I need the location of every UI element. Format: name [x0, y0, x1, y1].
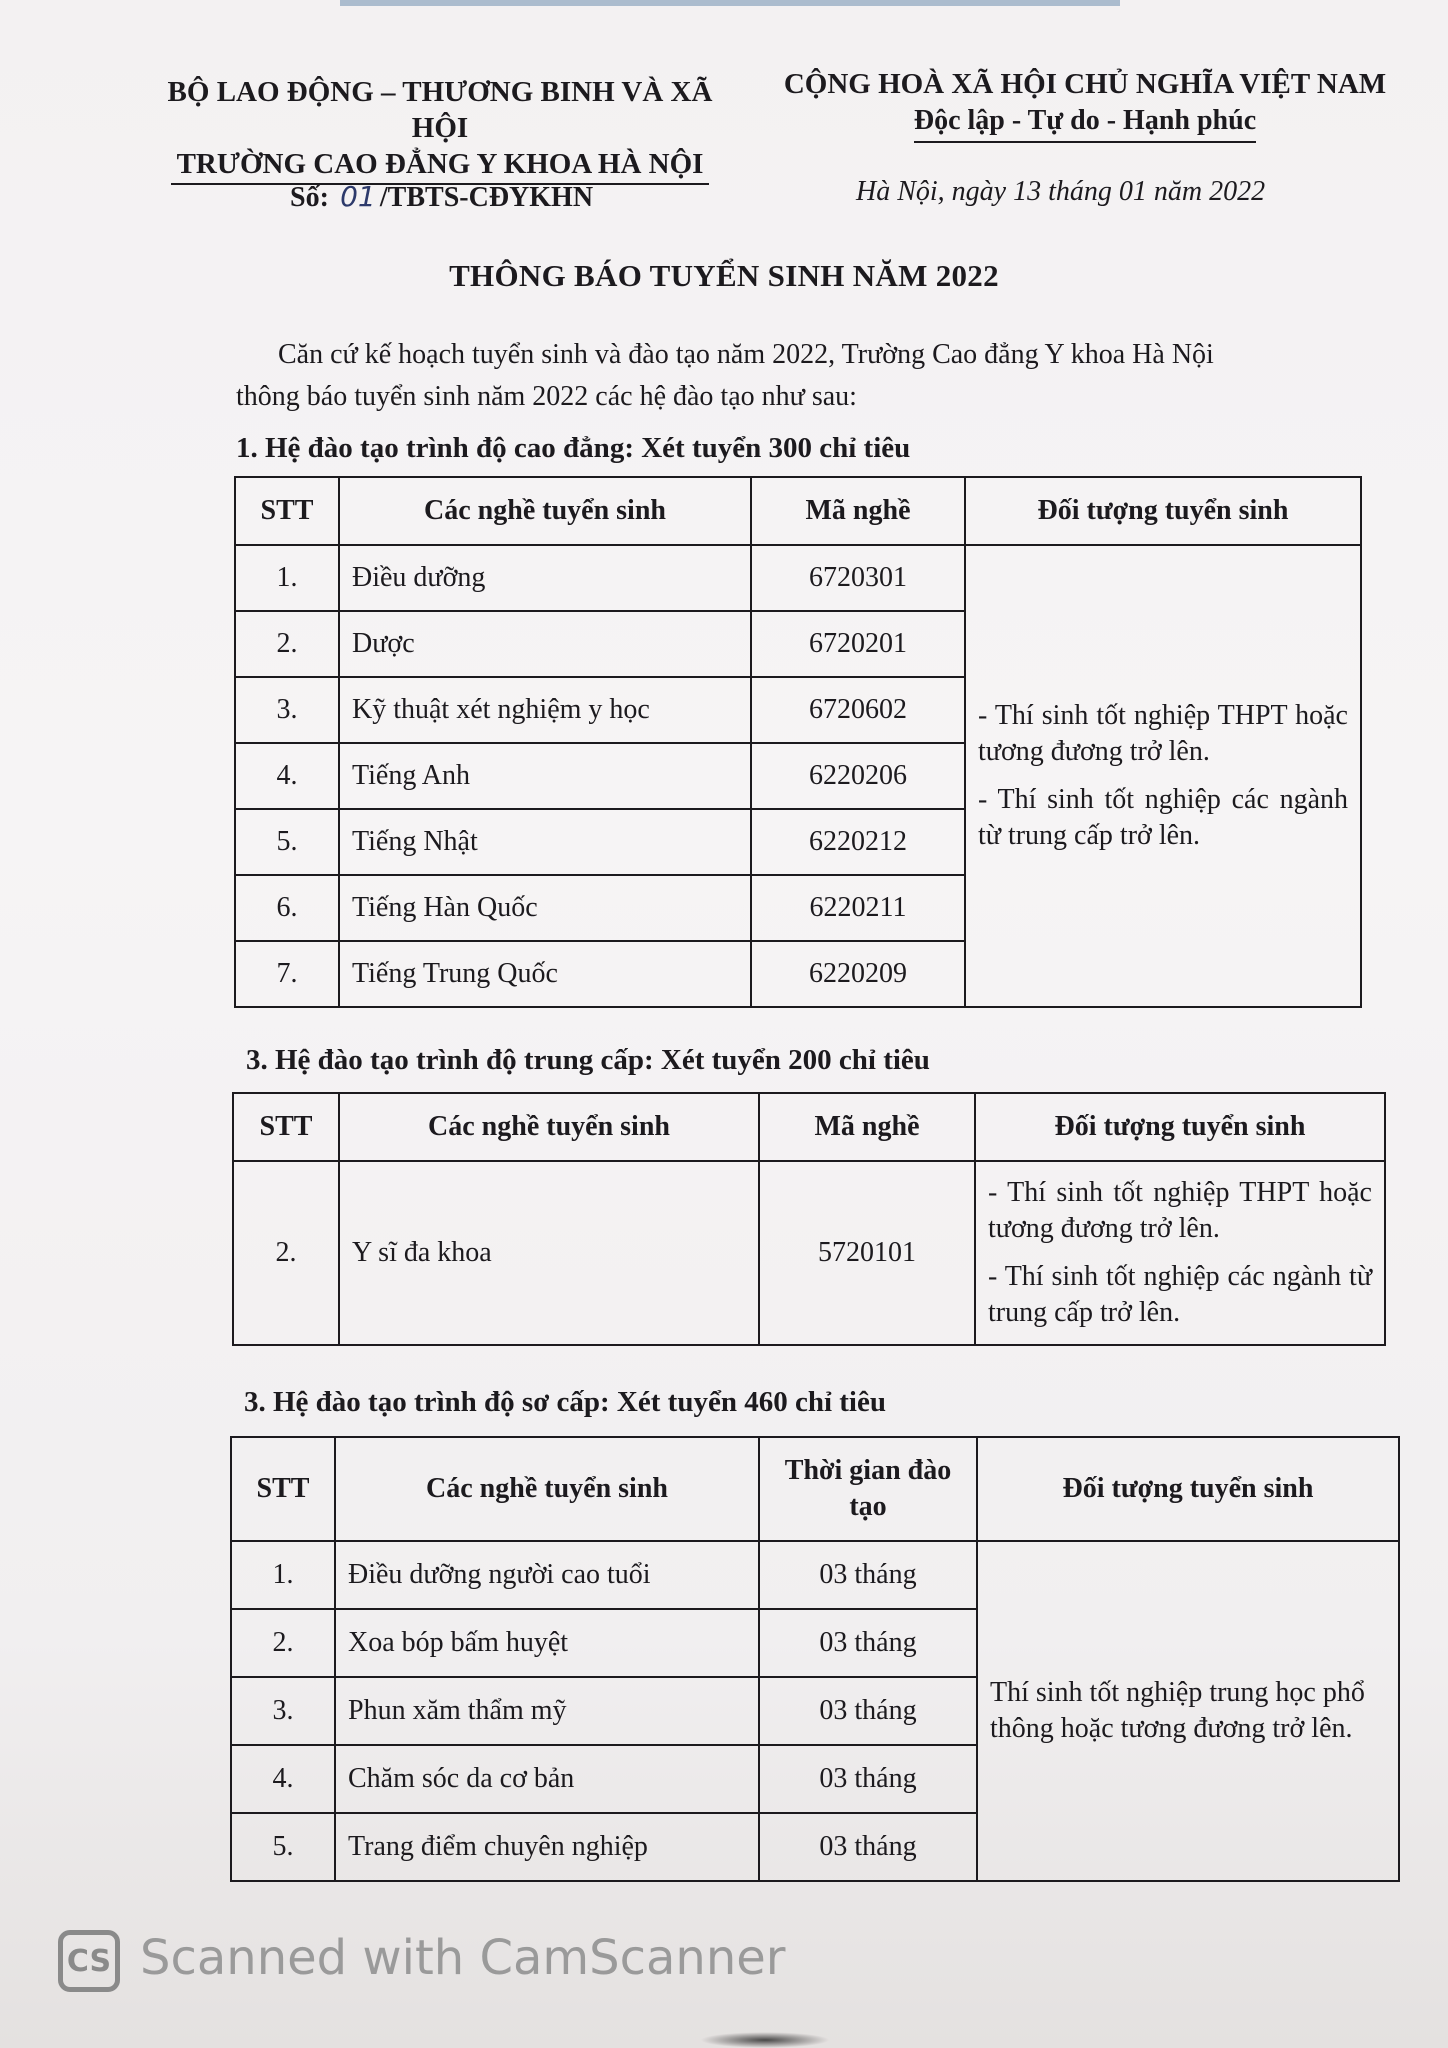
camscanner-watermark: Scanned with CamScanner [140, 1930, 786, 1986]
row-program: Xoa bóp bấm huyệt [335, 1609, 759, 1677]
row-stt: 2. [235, 611, 339, 677]
eligibility-text: Thí sinh tốt nghiệp trung học phổ thông hoặc tương đương trở lên. [990, 1677, 1365, 1744]
issuer-block [140, 74, 740, 185]
row-program: Tiếng Anh [339, 743, 751, 809]
header-program: Các nghề tuyển sinh [339, 477, 751, 545]
section-1-heading: 1. Hệ đào tạo trình độ cao đẳng: Xét tuyển 300 chỉ tiêu [236, 432, 911, 464]
row-program: Điều dưỡng người cao tuổi [335, 1541, 759, 1609]
header-program: Các nghề tuyển sinh [339, 1093, 759, 1161]
row-duration: 03 tháng [759, 1677, 977, 1745]
section-2-heading: 3. Hệ đào tạo trình độ trung cấp: Xét tuyển 200 chỉ tiêu [246, 1044, 930, 1076]
row-duration: 03 tháng [759, 1813, 977, 1881]
row-program: Tiếng Nhật [339, 809, 751, 875]
row-duration: 03 tháng [759, 1609, 977, 1677]
camscanner-logo-icon: CS [58, 1930, 120, 1992]
top-edge-line [340, 0, 1120, 6]
eligibility-cell [977, 1541, 1399, 1881]
row-duration: 03 tháng [759, 1541, 977, 1609]
number-suffix: /TBTS-CĐYKHN [379, 182, 594, 213]
row-program: Y sĩ đa khoa [339, 1161, 759, 1345]
row-stt: 4. [235, 743, 339, 809]
row-program: Tiếng Trung Quốc [339, 941, 751, 1007]
header-program: Các nghề tuyển sinh [335, 1437, 759, 1541]
row-stt: 3. [235, 677, 339, 743]
eligibility-cell [965, 545, 1361, 1007]
row-code: 6720602 [751, 677, 965, 743]
row-program: Chăm sóc da cơ bản [335, 1745, 759, 1813]
row-code: 6220209 [751, 941, 965, 1007]
country-name: CỘNG HOÀ XÃ HỘI CHỦ NGHĨA VIỆT NAM [783, 68, 1387, 100]
handwritten-number: 01 [340, 180, 376, 213]
college-programs-table [234, 476, 1362, 1008]
table-row [235, 545, 1361, 611]
row-stt: 4. [231, 1745, 335, 1813]
header-eligibility: Đối tượng tuyển sinh [977, 1437, 1399, 1541]
ministry-name: BỘ LAO ĐỘNG – THƯƠNG BINH VÀ XÃ HỘI [167, 76, 713, 144]
row-code: 6220212 [751, 809, 965, 875]
table-header-row [235, 477, 1361, 545]
row-code: 6220206 [751, 743, 965, 809]
table-header-row [233, 1093, 1385, 1161]
eligibility-line-2: - Thí sinh tốt nghiệp các ngành từ trung cấp trở lên. [978, 784, 1348, 851]
document-date: Hà Nội, ngày 13 tháng 01 năm 2022 [856, 176, 1266, 207]
row-program: Dược [339, 611, 751, 677]
number-prefix: Số: [290, 182, 329, 213]
row-code: 5720101 [759, 1161, 975, 1345]
row-stt: 1. [235, 545, 339, 611]
row-stt: 1. [231, 1541, 335, 1609]
header-stt: STT [233, 1093, 339, 1161]
row-code: 6720201 [751, 611, 965, 677]
document-number [290, 180, 593, 214]
elementary-programs-table [230, 1436, 1400, 1882]
eligibility-line-1: - Thí sinh tốt nghiệp THPT hoặc tương đương trở lên. [988, 1177, 1372, 1244]
row-stt: 5. [235, 809, 339, 875]
intro-line-2: thông báo tuyển sinh năm 2022 các hệ đào tạo như sau: [236, 381, 857, 412]
row-code: 6220211 [751, 875, 965, 941]
row-stt: 3. [231, 1677, 335, 1745]
row-stt: 2. [231, 1609, 335, 1677]
table-row [233, 1161, 1385, 1345]
row-program: Trang điểm chuyên nghiệp [335, 1813, 759, 1881]
row-program: Kỹ thuật xét nghiệm y học [339, 677, 751, 743]
row-program: Phun xăm thẩm mỹ [335, 1677, 759, 1745]
eligibility-cell [975, 1161, 1385, 1345]
header-code: Mã nghề [751, 477, 965, 545]
row-code: 6720301 [751, 545, 965, 611]
intro-line-1: Căn cứ kế hoạch tuyển sinh và đào tạo năm 2022, Trường Cao đẳng Y khoa Hà Nội [278, 339, 1214, 370]
header-duration: Thời gian đào tạo [759, 1437, 977, 1541]
section-3-heading: 3. Hệ đào tạo trình độ sơ cấp: Xét tuyển 460 chỉ tiêu [244, 1386, 886, 1418]
header-stt: STT [231, 1437, 335, 1541]
intro-paragraph [236, 334, 1326, 418]
row-duration: 03 tháng [759, 1745, 977, 1813]
header-code: Mã nghề [759, 1093, 975, 1161]
row-stt: 7. [235, 941, 339, 1007]
scan-shadow [700, 2032, 830, 2048]
header-stt: STT [235, 477, 339, 545]
header-eligibility: Đối tượng tuyển sinh [975, 1093, 1385, 1161]
school-name: TRƯỜNG CAO ĐẲNG Y KHOA HÀ NỘI [171, 146, 710, 185]
national-motto: Độc lập - Tự do - Hạnh phúc [914, 103, 1256, 143]
table-row [231, 1541, 1399, 1609]
row-stt: 2. [233, 1161, 339, 1345]
eligibility-line-2: - Thí sinh tốt nghiệp các ngành từ trung cấp trở lên. [988, 1261, 1372, 1328]
row-program: Điều dưỡng [339, 545, 751, 611]
intermediate-programs-table [232, 1092, 1386, 1346]
document-title: THÔNG BÁO TUYỂN SINH NĂM 2022 [449, 258, 999, 293]
row-stt: 5. [231, 1813, 335, 1881]
row-program: Tiếng Hàn Quốc [339, 875, 751, 941]
row-stt: 6. [235, 875, 339, 941]
eligibility-line-1: - Thí sinh tốt nghiệp THPT hoặc tương đương trở lên. [978, 700, 1348, 767]
table-header-row [231, 1437, 1399, 1541]
header-eligibility: Đối tượng tuyển sinh [965, 477, 1361, 545]
national-header [760, 66, 1410, 143]
